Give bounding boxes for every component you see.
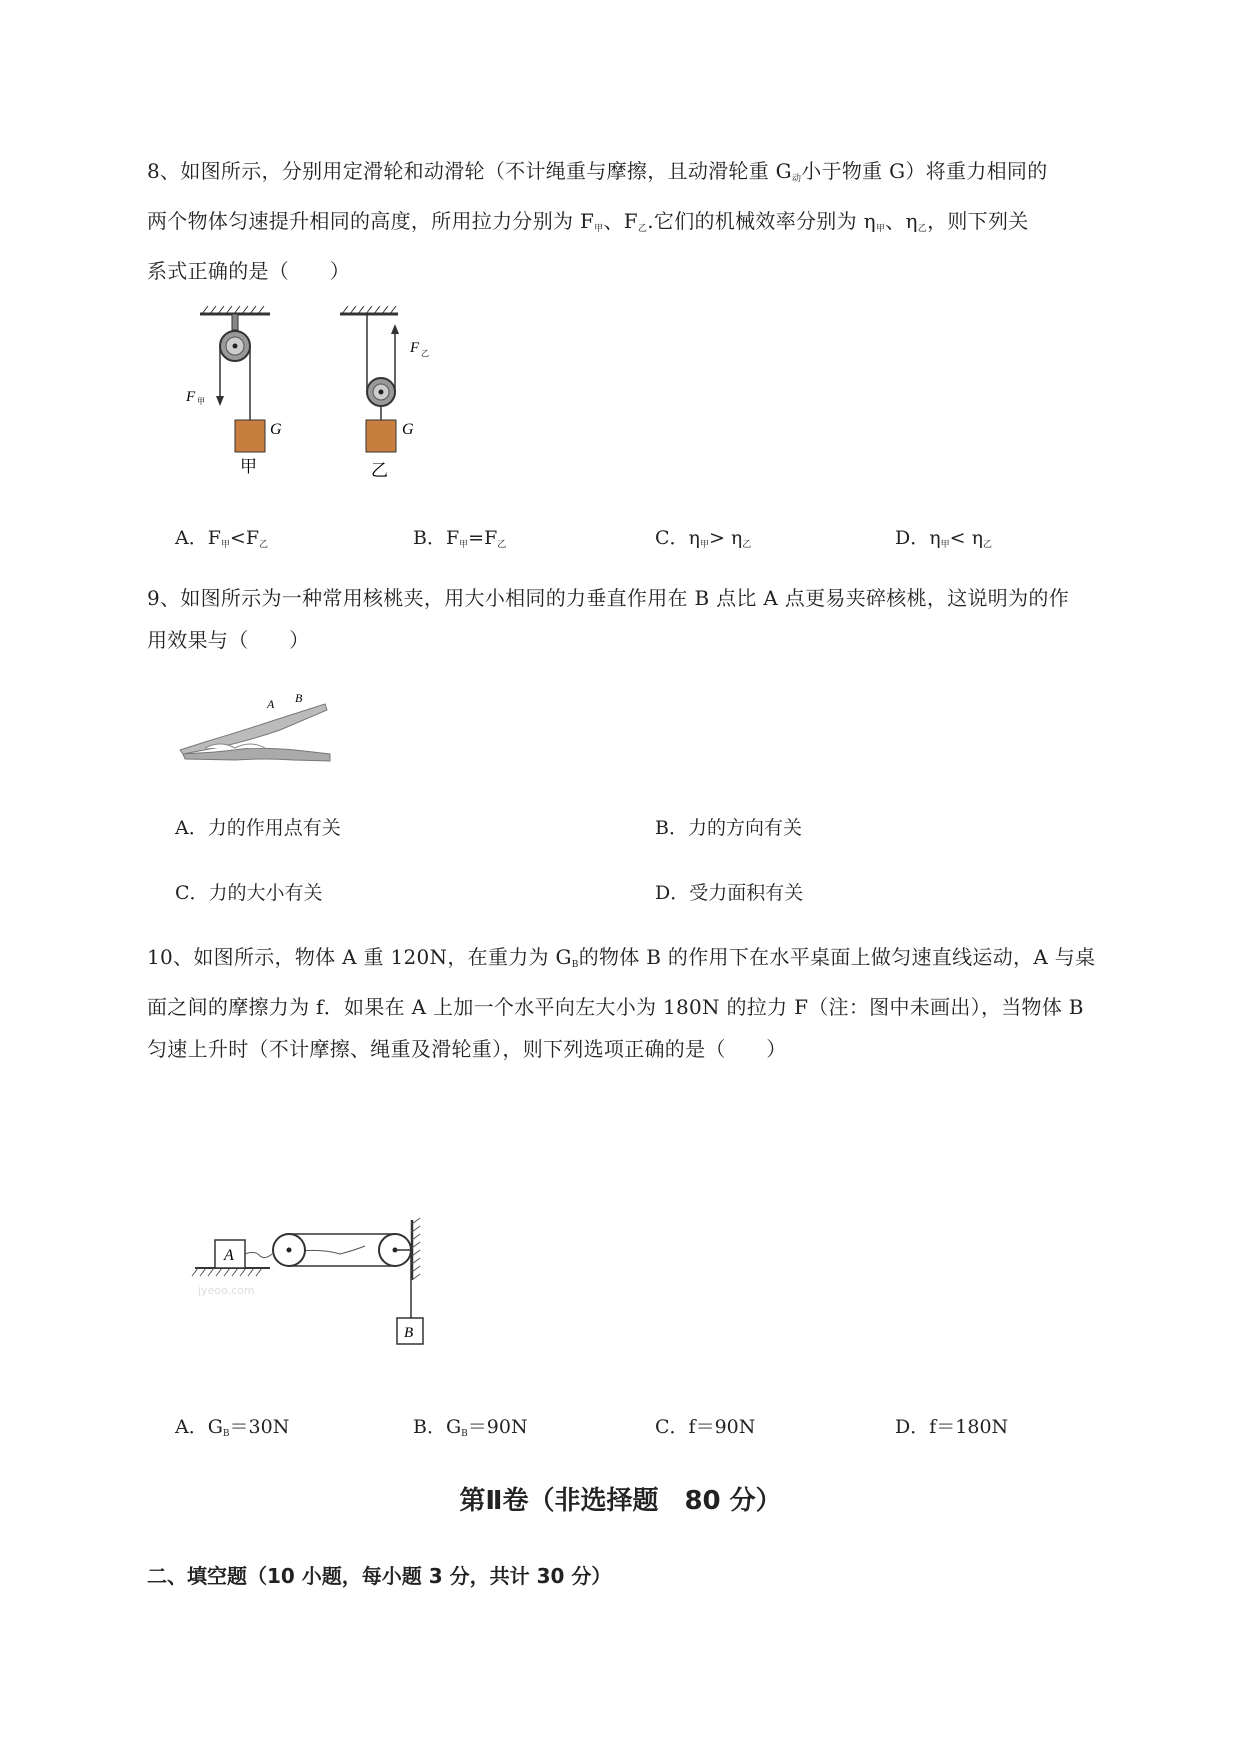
caption-jia: 甲 bbox=[240, 457, 257, 477]
q9-option-c[interactable]: C．力的大小有关 bbox=[175, 882, 323, 904]
opt-sub: 乙 bbox=[982, 540, 992, 550]
label-point-b: B bbox=[295, 691, 303, 705]
label-f-yi: F bbox=[410, 340, 420, 356]
opt-sub: 甲 bbox=[699, 540, 709, 550]
opt-text: C．η bbox=[655, 527, 700, 549]
label-g1: G bbox=[270, 421, 282, 438]
q8-line3: 系式正确的是（ ） bbox=[147, 259, 350, 283]
opt-text: > η bbox=[708, 527, 743, 549]
opt-text: B．G bbox=[413, 1416, 462, 1438]
q10-sub: B bbox=[571, 960, 579, 970]
opt-text: A．F bbox=[175, 527, 221, 549]
question-10-text bbox=[147, 936, 1147, 1070]
q8-line2d: 、η bbox=[885, 209, 918, 233]
label-g2: G bbox=[402, 421, 414, 438]
label-f-jia: F bbox=[186, 389, 196, 405]
opt-text: D．η bbox=[895, 527, 941, 549]
opt-sub: 乙 bbox=[497, 540, 507, 550]
opt-text: ＝90N bbox=[467, 1416, 528, 1438]
nutcracker-figure bbox=[175, 690, 345, 770]
opt-text: < η bbox=[949, 527, 983, 549]
q8-line2a: 两个物体匀速提升相同的高度，所用拉力分别为 F bbox=[147, 209, 595, 233]
pulley-system-figure bbox=[190, 1220, 450, 1350]
q8-option-b[interactable] bbox=[413, 523, 506, 550]
label-block-b: B bbox=[404, 1325, 414, 1341]
q9-option-b[interactable]: B．力的方向有关 bbox=[655, 817, 802, 839]
q8-option-d[interactable] bbox=[895, 523, 992, 550]
q8-option-a[interactable] bbox=[175, 523, 268, 550]
q10-option-d[interactable]: D．f＝180N bbox=[895, 1416, 1009, 1438]
question-8-text bbox=[147, 150, 1147, 292]
opt-text: A．G bbox=[175, 1416, 223, 1438]
opt-sub: 甲 bbox=[459, 540, 469, 550]
q9-option-a[interactable]: A．力的作用点有关 bbox=[175, 817, 341, 839]
pulley-figure bbox=[180, 300, 470, 490]
opt-sub: 甲 bbox=[940, 540, 950, 550]
watermark: jyeoo.com bbox=[198, 1284, 255, 1297]
opt-sub: 甲 bbox=[220, 540, 230, 550]
question-9-text bbox=[147, 577, 1147, 661]
opt-text: ＝30N bbox=[229, 1416, 290, 1438]
opt-sub: 乙 bbox=[742, 540, 752, 550]
q10-line1a: 10、如图所示，物体 A 重 120N，在重力为 G bbox=[147, 945, 572, 969]
q8-sub: 动 bbox=[791, 174, 802, 184]
section-title: 第Ⅱ卷（非选择题 80 分） bbox=[459, 1486, 782, 1516]
opt-text: B．F bbox=[413, 527, 460, 549]
q10-line2: 面之间的摩擦力为 f．如果在 A 上加一个水平向左大小为 180N 的拉力 F（注：图中未画出），当物体 B bbox=[147, 995, 1084, 1019]
q8-line2c: .它们的机械效率分别为 η bbox=[647, 209, 876, 233]
q8-line1: 8、如图所示，分别用定滑轮和动滑轮（不计绳重与摩擦，且动滑轮重 G bbox=[147, 159, 792, 183]
q8-sub: 乙 bbox=[917, 224, 928, 234]
q8-option-c[interactable] bbox=[655, 523, 751, 550]
q8-line2e: ，则下列关 bbox=[927, 209, 1029, 233]
label-block-a: A bbox=[224, 1247, 234, 1264]
opt-text: <F bbox=[229, 527, 260, 549]
opt-sub: B bbox=[222, 1429, 230, 1439]
q8-line2b: 、F bbox=[603, 209, 638, 233]
q8-sub: 乙 bbox=[637, 224, 648, 234]
q10-option-b[interactable] bbox=[413, 1412, 528, 1439]
opt-text: =F bbox=[468, 527, 498, 549]
label-f-jia-sub: 甲 bbox=[197, 397, 205, 406]
q10-option-c[interactable]: C．f＝90N bbox=[655, 1416, 756, 1438]
q9-option-d[interactable]: D．受力面积有关 bbox=[655, 882, 804, 904]
q9-line2: 用效果与（ ） bbox=[147, 628, 310, 652]
q10-line1b: 的物体 B 的作用下在水平桌面上做匀速直线运动，A 与桌 bbox=[578, 945, 1096, 969]
q10-option-a[interactable] bbox=[175, 1412, 289, 1439]
fixed-pulley-ceiling bbox=[200, 306, 270, 314]
opt-sub: 乙 bbox=[259, 540, 269, 550]
q8-line1-end: 小于物重 G）将重力相同的 bbox=[801, 159, 1048, 183]
label-point-a: A bbox=[267, 697, 275, 711]
movable-pulley-ceiling bbox=[340, 306, 398, 314]
q9-line1: 9、如图所示为一种常用核桃夹，用大小相同的力垂直作用在 B 点比 A 点更易夹碎核桃，这说明为的作 bbox=[147, 586, 1069, 610]
q8-sub: 甲 bbox=[875, 224, 886, 234]
q8-sub: 甲 bbox=[594, 224, 604, 234]
part-title: 二、填空题（10 小题，每小题 3 分，共计 30 分） bbox=[147, 1564, 612, 1588]
q10-line3: 匀速上升时（不计摩擦、绳重及滑轮重），则下列选项正确的是（ ） bbox=[147, 1037, 787, 1061]
block-yi bbox=[366, 420, 396, 452]
block-jia bbox=[235, 420, 265, 452]
opt-sub: B bbox=[461, 1429, 468, 1439]
caption-yi: 乙 bbox=[371, 461, 388, 481]
label-f-yi-sub: 乙 bbox=[421, 349, 429, 358]
